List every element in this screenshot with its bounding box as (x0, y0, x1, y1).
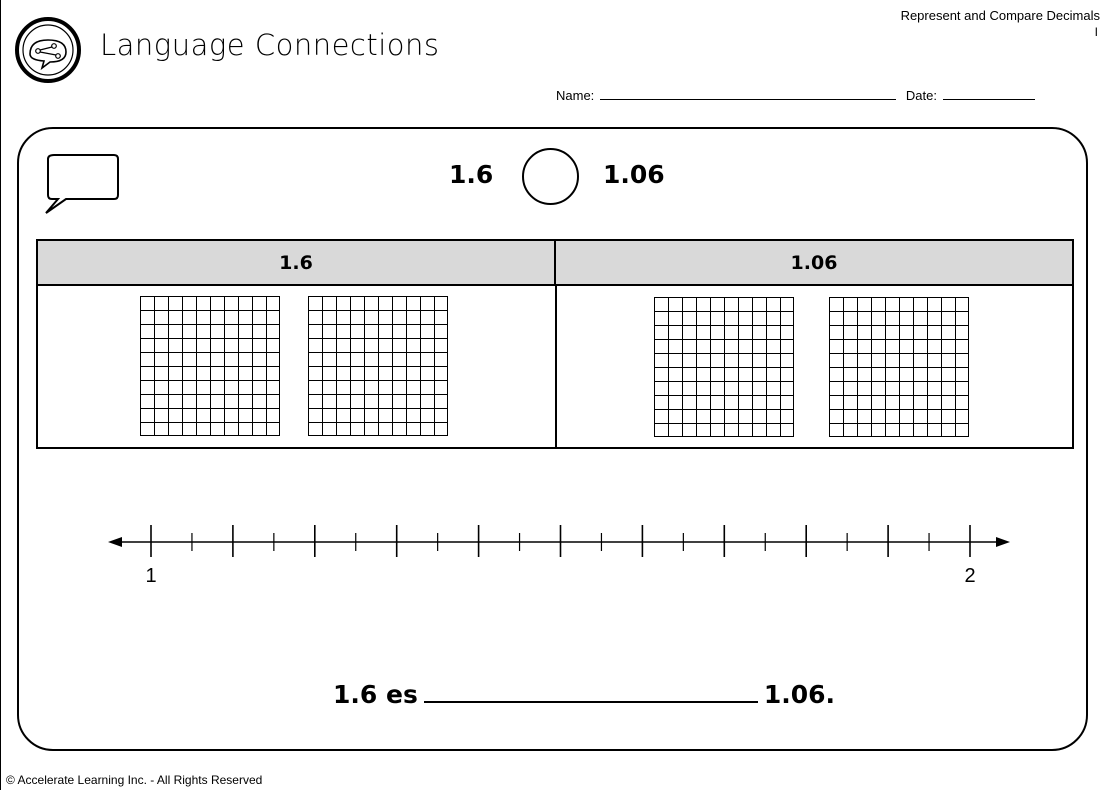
number-line-end-label: 2 (964, 565, 976, 587)
number-line-start-label: 1 (145, 565, 157, 587)
hundred-grid-left-2[interactable] (308, 296, 448, 436)
sentence-frame (333, 680, 835, 709)
date-field[interactable] (943, 98, 1035, 100)
number-line-ticks (151, 525, 970, 557)
language-connections-logo-icon (14, 16, 82, 84)
decimal-models-table (36, 239, 1074, 449)
date-label: Date: (905, 88, 937, 103)
model-header-left: 1.6 (38, 241, 556, 286)
model-header-right: 1.06 (556, 241, 1072, 286)
name-date-row (556, 88, 1041, 103)
compare-right-value: 1.06 (603, 160, 665, 189)
page-left-rule (0, 0, 1, 790)
copyright-footer: © Accelerate Learning Inc. - All Rights Reserved (6, 773, 263, 787)
compare-left-value: 1.6 (449, 160, 494, 189)
number-line-left-arrow-icon (108, 537, 122, 547)
hundred-grid-right-2[interactable] (829, 297, 969, 437)
worksheet-title-mark: I (1094, 25, 1098, 39)
speech-bubble-icon (44, 153, 122, 217)
comparison-answer-blank[interactable] (424, 700, 758, 703)
compare-symbol-circle[interactable] (522, 148, 579, 205)
hundred-grid-left-1[interactable] (140, 296, 280, 436)
worksheet-title: Represent and Compare Decimals (900, 8, 1100, 23)
hundred-grid-right-1[interactable] (654, 297, 794, 437)
name-label: Name: (556, 88, 595, 103)
brand-title: Language Connections (100, 28, 440, 62)
model-column-divider (555, 286, 557, 447)
name-field[interactable] (600, 98, 896, 100)
number-line-right-arrow-icon (996, 537, 1010, 547)
number-line (104, 515, 1018, 595)
sentence-end: 1.06. (763, 680, 836, 709)
sentence-start: 1.6 es (333, 680, 418, 709)
